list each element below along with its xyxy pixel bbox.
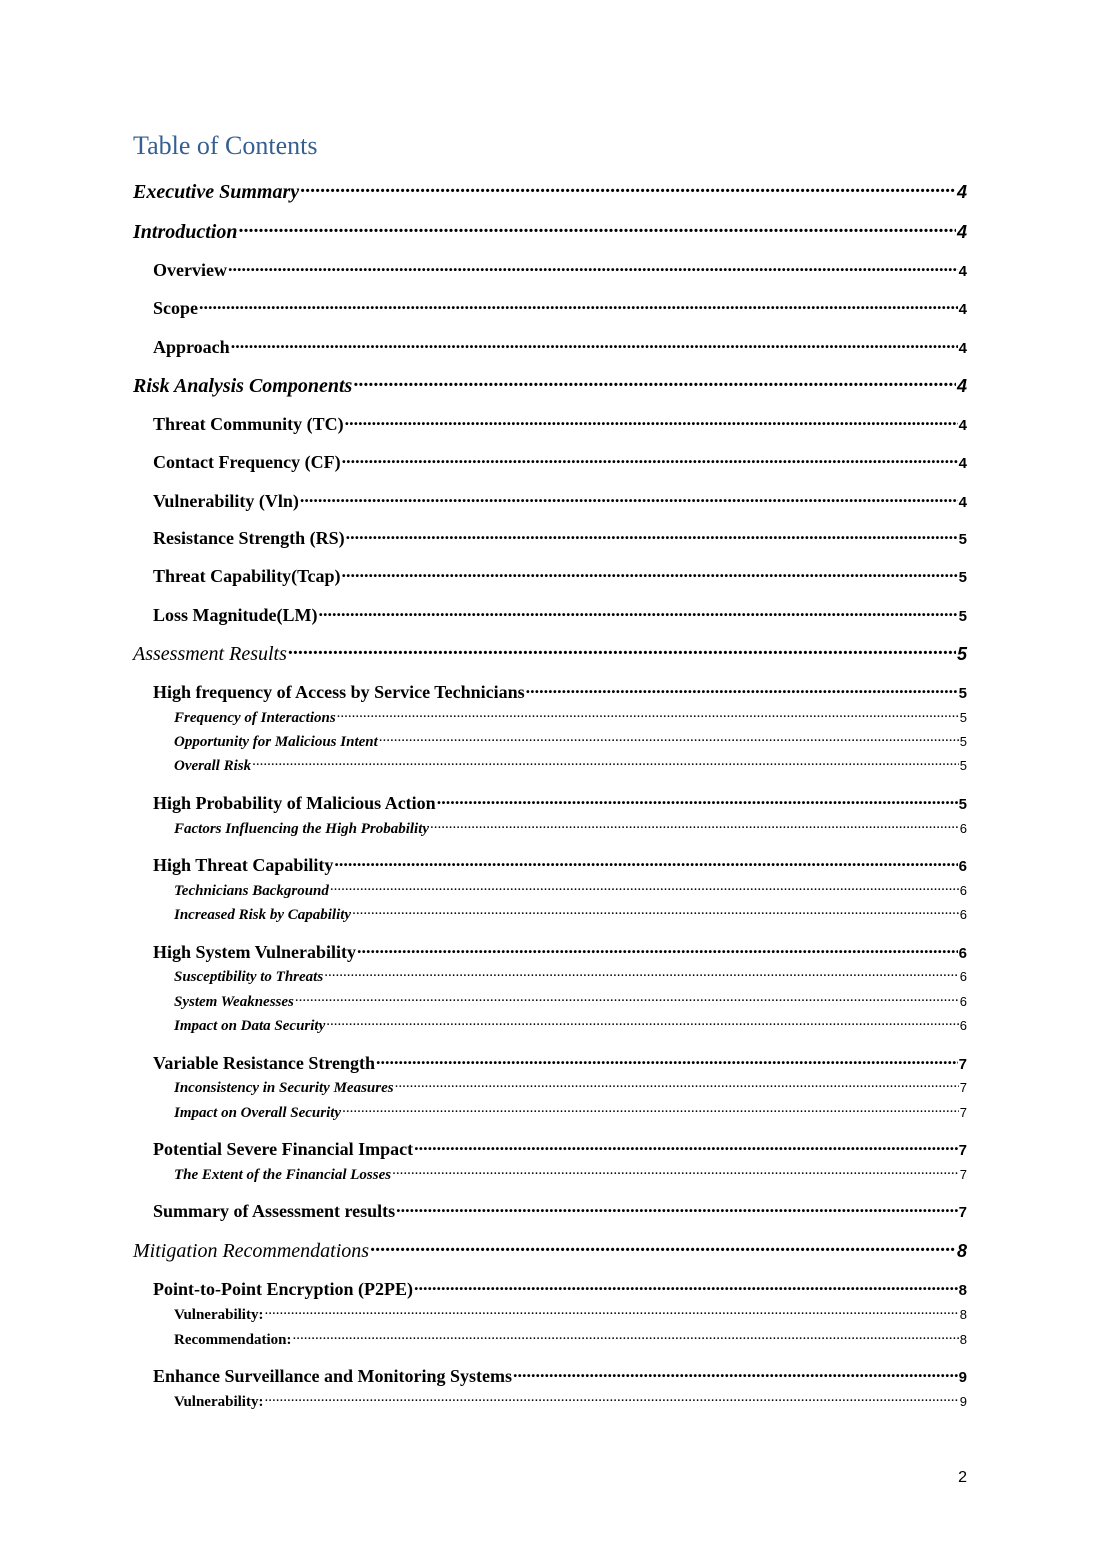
dot-leader (414, 1277, 958, 1295)
dot-leader (228, 258, 958, 276)
toc-entry-impact-on-data-security[interactable] (174, 1015, 967, 1035)
toc-entry-introduction[interactable] (133, 218, 967, 244)
dot-leader (342, 450, 958, 468)
dot-leader (437, 791, 958, 809)
toc-entry-point-to-point-encryption[interactable] (153, 1277, 967, 1300)
toc-entry-page: 8 (959, 1332, 967, 1347)
toc-entry-label: Recommendation: (174, 1332, 292, 1348)
dot-leader (330, 880, 959, 895)
toc-entry-page: 4 (958, 301, 967, 318)
dot-leader (376, 1051, 958, 1069)
dot-leader (295, 991, 959, 1006)
toc-entry-page: 8 (956, 1241, 967, 1261)
dot-leader (395, 1077, 959, 1092)
toc-entry-page: 4 (958, 340, 967, 357)
toc-entry-surveillance-vulnerability[interactable] (174, 1391, 967, 1411)
toc-entry-label: Mitigation Recommendations (133, 1240, 370, 1262)
toc-entry-contact-frequency[interactable] (153, 450, 967, 473)
toc-entry-label: Vulnerability (Vln) (153, 491, 299, 511)
toc-entry-label: Increased Risk by Capability (174, 907, 352, 923)
toc-entry-page: 5 (959, 758, 967, 773)
toc-entry-susceptibility-to-threats[interactable] (174, 966, 967, 986)
toc-entry-approach[interactable] (153, 335, 967, 358)
toc-entry-page: 6 (959, 821, 967, 836)
toc-entry-label: High frequency of Access by Service Technicians (153, 682, 525, 702)
toc-entry-label: Opportunity for Malicious Intent (174, 734, 378, 750)
toc-entry-high-threat-capability[interactable] (153, 853, 967, 876)
toc-entry-page: 4 (958, 455, 967, 472)
toc-entry-label: Overview (153, 260, 227, 280)
toc-entry-overall-risk[interactable] (174, 755, 967, 775)
toc-entry-page: 6 (959, 1018, 967, 1033)
toc-entry-system-weaknesses[interactable] (174, 991, 967, 1011)
dot-leader (288, 640, 956, 660)
toc-entry-p2pe-recommendation[interactable] (174, 1329, 967, 1349)
dot-leader (292, 1329, 958, 1344)
toc-entry-page: 4 (956, 376, 967, 396)
toc-entry-page: 9 (958, 1369, 967, 1386)
toc-entry-page: 6 (959, 969, 967, 984)
toc-entry-page: 4 (958, 417, 967, 434)
toc-entry-page: 5 (959, 734, 967, 749)
toc-entry-factors-influencing[interactable] (174, 818, 967, 838)
toc-title: Table of Contents (133, 131, 318, 160)
toc-entry-label: Potential Severe Financial Impact (153, 1139, 414, 1159)
toc-entry-label: Summary of Assessment results (153, 1201, 396, 1221)
toc-entry-label: Variable Resistance Strength (153, 1053, 375, 1073)
toc-entry-page: 6 (958, 945, 967, 962)
toc-entry-label: Vulnerability: (174, 1394, 264, 1410)
toc-entry-label: Scope (153, 298, 198, 318)
toc-entry-enhance-surveillance-monitoring[interactable] (153, 1364, 967, 1387)
toc-entry-page: 7 (959, 1105, 967, 1120)
dot-leader (513, 1364, 958, 1382)
toc-entry-loss-magnitude[interactable] (153, 603, 967, 626)
toc-entry-variable-resistance-strength[interactable] (153, 1051, 967, 1074)
dot-leader (342, 1102, 959, 1117)
toc-entry-page: 4 (958, 494, 967, 511)
toc-entry-label: Threat Community (TC) (153, 414, 344, 434)
toc-entry-page: 5 (958, 685, 967, 702)
toc-entry-label: Susceptibility to Threats (174, 969, 324, 985)
toc-entry-label: Risk Analysis Components (133, 375, 353, 397)
toc-entry-increased-risk-capability[interactable] (174, 904, 967, 924)
dot-leader (353, 372, 956, 392)
toc-entry-high-system-vulnerability[interactable] (153, 940, 967, 963)
dot-leader (430, 818, 959, 833)
dot-leader (379, 731, 959, 746)
toc-entry-label: Inconsistency in Security Measures (174, 1080, 394, 1096)
toc-entry-label: Factors Influencing the High Probability (174, 821, 430, 837)
toc-entry-resistance-strength[interactable] (153, 526, 967, 549)
toc-entry-mitigation-recommendations[interactable] (133, 1237, 967, 1263)
toc-entry-threat-community[interactable] (153, 412, 967, 435)
dot-leader (231, 335, 958, 353)
dot-leader (324, 966, 959, 981)
toc-entry-page: 7 (958, 1142, 967, 1159)
toc-entry-label: High Probability of Malicious Action (153, 793, 436, 813)
dot-leader (300, 489, 958, 507)
toc-entry-label: Technicians Background (174, 883, 329, 899)
toc-entry-page: 5 (958, 608, 967, 625)
toc-entry-page: 6 (959, 883, 967, 898)
toc-entry-label: Loss Magnitude(LM) (153, 605, 318, 625)
toc-entry-frequency-of-interactions[interactable] (174, 707, 967, 727)
toc-entry-page: 5 (956, 644, 967, 664)
toc-entry-label: Vulnerability: (174, 1307, 264, 1323)
dot-leader (326, 1015, 959, 1030)
toc-entry-page: 5 (959, 710, 967, 725)
dot-leader (392, 1164, 959, 1179)
toc-entry-label: High System Vulnerability (153, 942, 357, 962)
toc-entry-label: Impact on Data Security (174, 1018, 326, 1034)
toc-entry-executive-summary[interactable] (133, 178, 967, 204)
toc-entry-high-frequency-access[interactable] (153, 680, 967, 703)
toc-entry-summary-assessment-results[interactable] (153, 1199, 967, 1222)
dot-leader (396, 1199, 957, 1217)
toc-entry-page: 7 (959, 1080, 967, 1095)
dot-leader (357, 940, 958, 958)
toc-entry-label: Overall Risk (174, 758, 252, 774)
toc-entry-page: 4 (956, 182, 967, 202)
toc-entry-assessment-results[interactable] (133, 640, 967, 666)
toc-entry-label: System Weaknesses (174, 994, 294, 1010)
dot-leader (300, 178, 956, 198)
dot-leader (345, 412, 958, 430)
dot-leader (264, 1304, 958, 1319)
toc-entry-risk-analysis-components[interactable] (133, 372, 967, 398)
dot-leader (352, 904, 959, 919)
dot-leader (346, 526, 958, 544)
toc-entry-label: Threat Capability(Tcap) (153, 566, 341, 586)
toc-entry-page: 7 (958, 1056, 967, 1073)
toc-entry-label: Approach (153, 337, 230, 357)
toc-entry-page: 5 (958, 796, 967, 813)
toc-entry-page: 4 (956, 222, 967, 242)
toc-entry-page: 8 (959, 1307, 967, 1322)
table-of-contents (133, 0, 967, 1556)
toc-entry-page: 8 (958, 1282, 967, 1299)
toc-entry-scope[interactable] (153, 296, 967, 319)
page-number: 2 (958, 1469, 967, 1486)
toc-entry-label: Enhance Surveillance and Monitoring Systems (153, 1366, 513, 1386)
toc-entry-threat-capability[interactable] (153, 564, 967, 587)
toc-entry-page: 4 (958, 263, 967, 280)
dot-leader (319, 603, 958, 621)
toc-entry-vulnerability[interactable] (153, 489, 967, 512)
toc-entry-label: Impact on Overall Security (174, 1105, 342, 1121)
toc-entry-label: Assessment Results (133, 643, 287, 665)
toc-entry-label: Point-to-Point Encryption (P2PE) (153, 1279, 413, 1299)
toc-entry-label: Contact Frequency (CF) (153, 452, 341, 472)
toc-entry-label: Introduction (133, 221, 238, 243)
toc-entry-label: The Extent of the Financial Losses (174, 1167, 392, 1183)
toc-entry-page: 5 (958, 531, 967, 548)
dot-leader (334, 853, 957, 871)
toc-entry-technicians-background[interactable] (174, 880, 967, 900)
toc-entry-page: 6 (959, 994, 967, 1009)
toc-entry-label: High Threat Capability (153, 855, 334, 875)
dot-leader (238, 218, 956, 238)
dot-leader (414, 1137, 958, 1155)
toc-entry-label: Resistance Strength (RS) (153, 528, 345, 548)
toc-entry-page: 7 (959, 1167, 967, 1182)
toc-entry-page: 5 (958, 569, 967, 586)
toc-entry-label: Frequency of Interactions (174, 710, 336, 726)
toc-entry-inconsistency-security-measures[interactable] (174, 1077, 967, 1097)
dot-leader (342, 564, 958, 582)
toc-entry-p2pe-vulnerability[interactable] (174, 1304, 967, 1324)
toc-entry-page: 9 (959, 1394, 967, 1409)
toc-entry-high-probability-malicious-action[interactable] (153, 791, 967, 814)
dot-leader (370, 1237, 956, 1257)
dot-leader (337, 707, 959, 722)
dot-leader (199, 296, 958, 314)
dot-leader (252, 755, 959, 770)
toc-entry-opportunity-malicious-intent[interactable] (174, 731, 967, 751)
toc-entry-overview[interactable] (153, 258, 967, 281)
dot-leader (264, 1391, 958, 1406)
toc-entry-label: Executive Summary (133, 181, 300, 203)
toc-entry-page: 7 (958, 1204, 967, 1221)
toc-entry-potential-severe-financial-impact[interactable] (153, 1137, 967, 1160)
toc-entry-extent-financial-losses[interactable] (174, 1164, 967, 1184)
toc-entry-page: 6 (959, 907, 967, 922)
toc-entry-page: 6 (958, 858, 967, 875)
toc-entry-impact-overall-security[interactable] (174, 1102, 967, 1122)
dot-leader (526, 680, 958, 698)
